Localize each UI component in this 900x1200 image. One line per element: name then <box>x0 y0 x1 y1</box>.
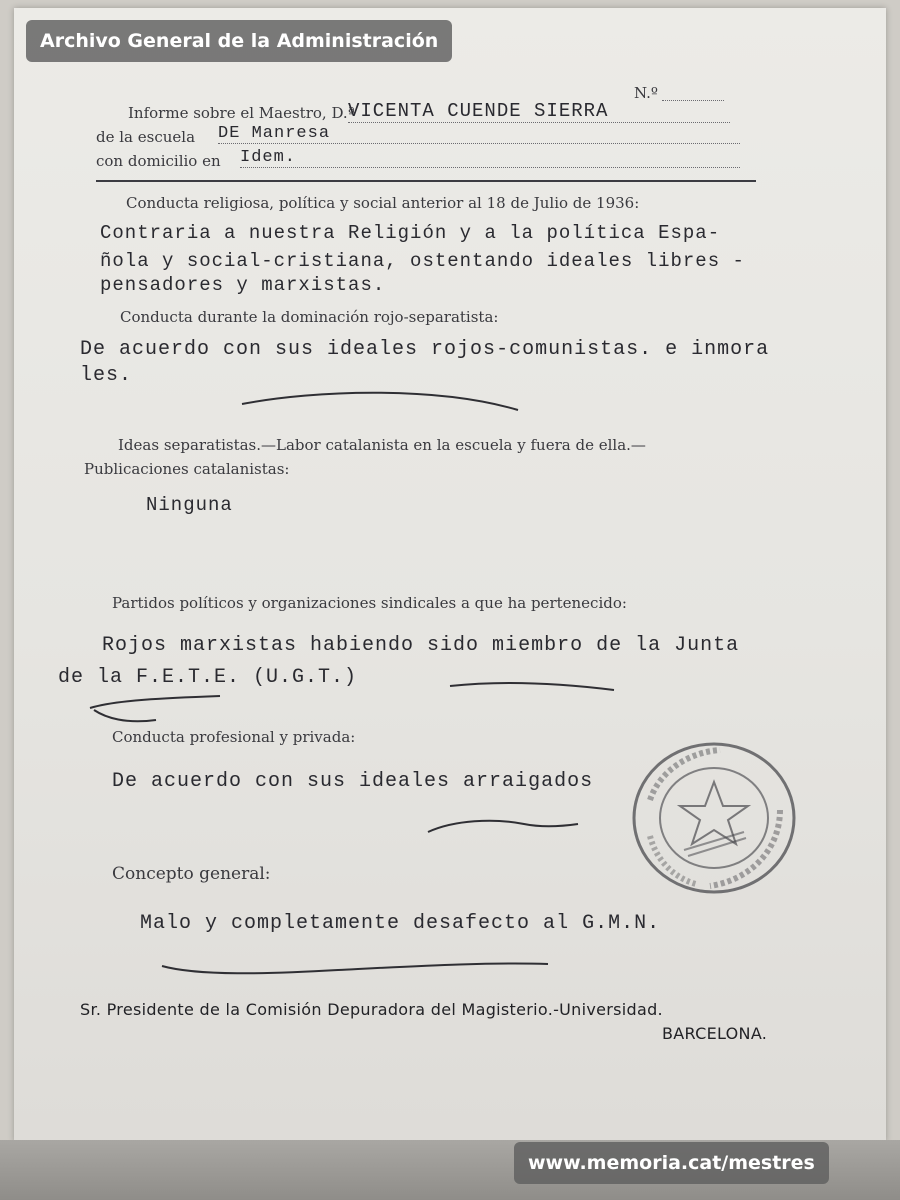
separatist-label-line-1: Ideas separatistas.—Labor catalanista en la escuela y fuera de ella.— <box>118 436 646 454</box>
separatist-label-line-2: Publicaciones catalanistas: <box>84 460 290 478</box>
addressee-city: BARCELONA. <box>662 1024 768 1043</box>
website-watermark: www.memoria.cat/mestres <box>514 1142 829 1184</box>
parties-label: Partidos políticos y organizaciones sindicales a que ha pertenecido: <box>112 594 627 612</box>
school-label: de la escuela <box>96 128 196 146</box>
pen-flourish <box>446 674 622 700</box>
address-label: con domicilio en <box>96 152 221 170</box>
pen-flourish <box>236 382 526 418</box>
general-concept-value: Malo y completamente desafecto al G.M.N. <box>140 912 661 935</box>
religious-conduct-line-3: pensadores y marxistas. <box>100 274 386 296</box>
professional-value: De acuerdo con sus ideales arraigados <box>112 770 594 793</box>
red-domination-label: Conducta durante la dominación rojo-separatista: <box>120 308 499 326</box>
pen-flourish <box>86 690 226 730</box>
red-domination-line-1: De acuerdo con sus ideales rojos-comunistas. e inmora <box>80 338 770 361</box>
pen-flourish <box>424 812 584 842</box>
parties-line-1: Rojos marxistas habiendo sido miembro de la Junta <box>102 634 740 657</box>
religious-conduct-line-2: ñola y social-cristiana, ostentando ideales libres - <box>100 250 745 272</box>
general-concept-label: Concepto general: <box>112 864 271 884</box>
teacher-name: VICENTA CUENDE SIERRA <box>348 100 730 123</box>
addressee-line: Sr. Presidente de la Comisión Depuradora del Magisterio.-Universidad. <box>80 1000 663 1019</box>
religious-conduct-line-1: Contraria a nuestra Religión y a la política Espa- <box>100 222 721 244</box>
number-label: N.º <box>634 84 658 102</box>
separatist-value: Ninguna <box>146 494 233 516</box>
red-domination-line-2: les. <box>80 364 133 387</box>
rubber-stamp-seal <box>630 740 798 896</box>
header-rule <box>96 180 756 182</box>
religious-conduct-label: Conducta religiosa, política y social anterior al 18 de Julio de 1936: <box>126 194 640 212</box>
archive-watermark: Archivo General de la Administración <box>26 20 452 62</box>
professional-label: Conducta profesional y privada: <box>112 728 356 746</box>
parties-line-2: de la F.E.T.E. (U.G.T.) <box>58 666 358 689</box>
school-value: DE Manresa <box>218 124 740 144</box>
teacher-label: Informe sobre el Maestro, D.ª <box>128 104 355 122</box>
pen-flourish <box>158 952 554 982</box>
address-value: Idem. <box>240 148 740 168</box>
